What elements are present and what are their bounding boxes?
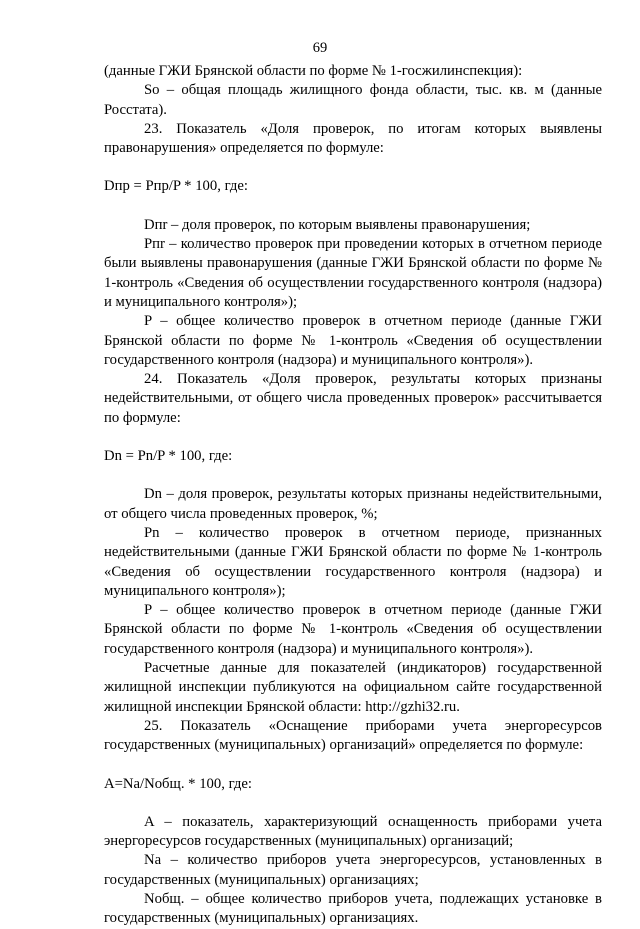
- paragraph-dn-definition: Dn – доля проверок, результаты которых признаны недействительными, от общего числа проведенных проверок, %;: [104, 486, 602, 522]
- paragraph-indicator-24: 24. Показатель «Доля проверок, результаты которых признаны недействительными, от общего числа проведенных проверок» рассчитывается по формуле:: [104, 371, 602, 426]
- paragraph-pn-definition: Pn – количество проверок в отчетном периоде, признанных недействительными (данные ГЖИ Брянской области по форме № 1-контроль «Сведения об осуществлении государственного контроля (надзора) и муниципального контроля»);: [104, 524, 602, 599]
- paragraph-so-definition: So – общая площадь жилищного фонда области, тыс. кв. м (данные Росстата).: [104, 82, 602, 118]
- paragraph-source-note: (данные ГЖИ Брянской области по форме № 1-госжилинспекция):: [104, 63, 523, 79]
- paragraph-p-definition-1: P – общее количество проверок в отчетном периоде (данные ГЖИ Брянской области по форме № 1-контроль «Сведения об осуществлении государственного контроля (надзора) и муниципального контроля»).: [104, 313, 602, 368]
- formula-dpr: Dпр = Pпр/P * 100, где:: [104, 178, 248, 195]
- paragraph-a-definition: A – показатель, характеризующий оснащенность приборами учета энергоресурсов государственных (муниципальных) организаций;: [104, 813, 602, 850]
- formula-dn: Dn = Pn/P * 100, где:: [104, 448, 233, 465]
- paragraph-p-definition-2: P – общее количество проверок в отчетном периоде (данные ГЖИ Брянской области по форме № 1-контроль «Сведения об осуществлении государственного контроля (надзора) и муниципального контроля»).: [104, 602, 602, 657]
- formula-a: A=Na/Nобщ. * 100, где:: [104, 775, 252, 792]
- page-number: 69: [312, 40, 328, 56]
- paragraph-publication-note: Расчетные данные для показателей (индикаторов) государственной жилищной инспекции публикуются на официальном сайте государственной жилищной инспекции Брянской области: http://gzhi32.ru.: [104, 660, 602, 715]
- document-body: [104, 62, 602, 929]
- paragraph-ppr-definition: Pпr – количество проверок при проведении которых в отчетном периоде были выявлены правонарушения (данные ГЖИ Брянской области по форме № 1-контроль «Сведения об осуществлении государственного контроля (надзора) и муниципального контроля»);: [104, 236, 602, 310]
- paragraph-ntotal-definition: Nобщ. – общее количество приборов учета, подлежащих установке в государственных (муниципальных) организациях.: [104, 890, 602, 927]
- paragraph-indicator-23: 23. Показатель «Доля проверок, по итогам которых выявлены правонарушения» определяется по формуле:: [104, 120, 602, 157]
- paragraph-dpr-definition: Dпr – доля проверок, по которым выявлены правонарушения;: [144, 216, 531, 233]
- paragraph-indicator-25: 25. Показатель «Оснащение приборами учета энергоресурсов государственных (муниципальных) организаций» определяется по формуле:: [104, 717, 602, 754]
- paragraph-na-definition: Na – количество приборов учета энергоресурсов, установленных в государственных (муниципальных) организациях;: [104, 852, 602, 888]
